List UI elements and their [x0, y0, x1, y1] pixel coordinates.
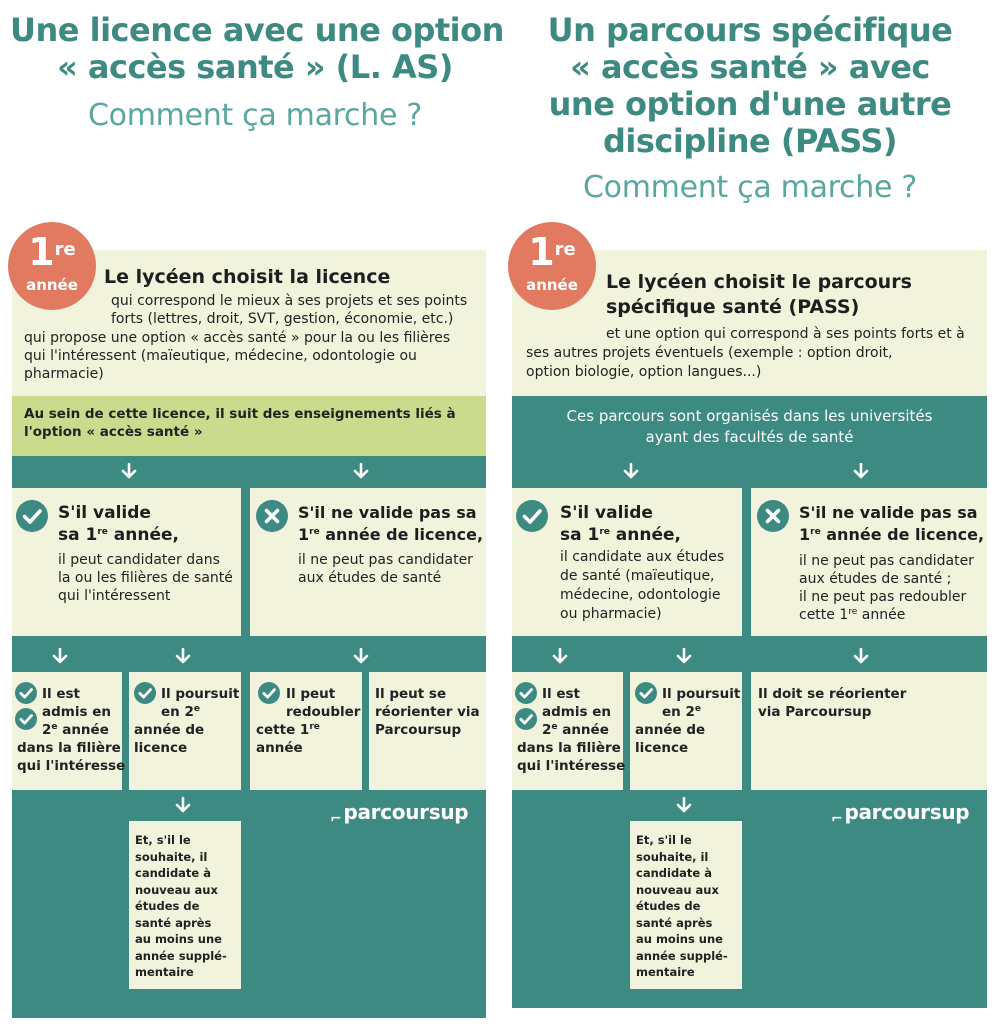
right-followup-line-7: au moins une [636, 932, 723, 946]
right-arrow-down-icon-5 [853, 648, 869, 664]
left-fail-body-1: il ne peut pas candidater [298, 552, 473, 568]
left-o3-line-2: redoubler [286, 704, 361, 720]
left-arrow-down-icon-6 [175, 797, 191, 813]
right-o2-line-4: licence [635, 740, 689, 756]
check-icon [635, 682, 657, 704]
right-followup-line-4: nouveau aux [636, 882, 719, 897]
right-title-line-3: une option d'une autre [548, 85, 952, 123]
right-fail-head-1: S'il ne valide pas sa [799, 503, 978, 522]
left-subtitle: Comment ça marche ? [88, 98, 422, 133]
right-o1-line-1: Il est [542, 686, 580, 702]
right-title-line-2: « accès santé » avec [570, 48, 930, 86]
right-year-badge [508, 222, 596, 310]
right-valid-box [512, 488, 742, 636]
right-o1-line-5: qui l'intéresse [517, 758, 626, 774]
left-arrow-down-icon-2 [353, 463, 369, 479]
check-icon [515, 708, 537, 730]
left-arrow-down-icon-3 [52, 648, 68, 664]
left-followup-line-3: candidate à [135, 866, 211, 880]
left-outcome-reorient [369, 672, 486, 790]
right-followup-line-6: santé après [636, 915, 713, 930]
check-icon [516, 500, 548, 532]
left-o2-line-4: licence [134, 740, 188, 756]
left-followup-line-4: nouveau aux [135, 882, 218, 897]
left-intro-line-5: pharmacie) [24, 366, 104, 382]
left-followup-line-9: mentaire [135, 965, 194, 979]
left-green-band-line-1: Au sein de cette licence, il suit des enseignements liés à [24, 406, 456, 422]
right-followup-box [630, 821, 742, 989]
left-intro-line-3: qui propose une option « accès santé » pour la ou les filières [24, 330, 451, 346]
left-valid-body-3: qui l'intéressent [58, 588, 171, 604]
left-followup-line-2: souhaite, il [135, 849, 208, 864]
right-fail-body-1: il ne peut pas candidater [799, 553, 974, 569]
right-valid-body-4: ou pharmacie) [560, 606, 662, 622]
right-outcome-continue [630, 672, 742, 790]
right-subtitle: Comment ça marche ? [583, 170, 917, 205]
right-headline-2: spécifique santé (PASS) [606, 296, 860, 318]
right-badge-year: année [526, 276, 578, 294]
left-outcome-continue [129, 672, 241, 790]
left-valid-head-2: sa 1re année, [58, 525, 180, 545]
right-valid-body-2: de santé (maïeutique, [560, 568, 715, 584]
left-green-band [12, 396, 486, 456]
left-followup-line-5: études de [135, 899, 200, 913]
cross-icon [757, 500, 789, 532]
left-arrow-down-icon-4 [175, 648, 191, 664]
check-icon [15, 708, 37, 730]
right-band-line-1: Ces parcours sont organisés dans les universités [566, 407, 933, 425]
right-o3-line-1: Il doit se réorienter [758, 686, 907, 702]
left-intro-line-4: qui l'intéressent (maïeutique, médecine, odontologie ou [24, 348, 417, 364]
right-parcoursup-logo: $_⌐$ parcoursup [831, 800, 970, 827]
check-icon [16, 500, 48, 532]
left-o3-line-4: année [256, 740, 303, 756]
check-icon [515, 682, 537, 704]
right-followup-line-8: année supplé- [636, 948, 728, 963]
right-followup-line-1: Et, s'il le [636, 833, 692, 847]
right-o1-line-3: 2e année [542, 722, 609, 738]
left-o3-line-3: cette 1re [256, 722, 320, 738]
left-o4-line-1: Il peut se [375, 686, 447, 702]
right-arrow-down-icon-4 [676, 648, 692, 664]
left-intro-line-2: forts (lettres, droit, SVT, gestion, économie, etc.) [111, 311, 454, 327]
left-followup-line-7: au moins une [135, 932, 222, 946]
right-title-line-4: discipline (PASS) [602, 122, 897, 160]
left-followup-line-6: santé après [135, 915, 212, 930]
right-followup-line-5: études de [636, 899, 701, 913]
left-fail-body-2: aux études de santé [298, 570, 442, 586]
right-o3-line-2: via Parcoursup [758, 704, 872, 720]
right-valid-body-1: il candidate aux études [560, 549, 725, 565]
left-o1-line-3: 2e année [42, 722, 109, 738]
right-valid-head-1: S'il valide [560, 503, 653, 523]
right-intro-line-3: option biologie, option langues...) [526, 364, 762, 380]
left-badge-number: 1 [28, 230, 55, 274]
right-arrow-down-icon-3 [552, 648, 568, 664]
right-fail-body-2: aux études de santé ; [799, 571, 952, 587]
check-icon [134, 682, 156, 704]
right-o2-line-1: Il poursuit [662, 686, 741, 702]
left-o3-line-1: Il peut [286, 686, 336, 702]
parcoursup-mark-icon: ⌐ [831, 811, 843, 827]
left-parcoursup-logo: $_⌐$ parcoursup [330, 800, 469, 827]
left-followup-line-8: année supplé- [135, 948, 227, 963]
left-fail-head-1: S'il ne valide pas sa [298, 503, 477, 522]
right-fail-body-3: il ne peut pas redoubler [799, 589, 967, 605]
left-o4-line-2: réorienter via [375, 704, 480, 720]
cross-icon [256, 500, 288, 532]
right-title [505, 12, 995, 160]
left-valid-body-1: il peut candidater dans [58, 552, 220, 568]
right-o2-line-2: en 2e [662, 704, 701, 720]
left-badge-year: année [26, 276, 78, 294]
left-arrow-down-icon-1 [121, 463, 137, 479]
right-followup-line-2: souhaite, il [636, 849, 709, 864]
left-o2-line-2: en 2e [161, 704, 200, 720]
left-o2-line-1: Il poursuit [161, 686, 240, 702]
left-arrow-down-icon-5 [353, 648, 369, 664]
left-title-line-2: « accès santé » (L. AS) [57, 48, 453, 86]
left-o4-line-3: Parcoursup [375, 722, 462, 738]
left-title-line-1: Une licence avec une option [10, 11, 504, 49]
right-followup-line-3: candidate à [636, 866, 712, 880]
right-band-line-2: ayant des facultés de santé [645, 428, 854, 446]
left-followup-line-1: Et, s'il le [135, 833, 191, 847]
left-green-band-line-2: l'option « accès santé » [24, 424, 203, 440]
right-fail-head-2: 1re année de licence, [799, 525, 985, 544]
right-intro-line-2: ses autres projets éventuels (exemple : option droit, [526, 345, 893, 361]
right-fail-box [751, 488, 987, 636]
left-o2-line-3: année de [134, 722, 205, 738]
right-badge-sup: re [554, 239, 576, 260]
right-band-text [512, 406, 987, 448]
left-fail-box [250, 488, 486, 636]
right-o2-line-3: année de [635, 722, 706, 738]
right-badge-number: 1 [528, 230, 555, 274]
left-o1-line-2: admis en [42, 704, 111, 720]
right-fail-body-4: cette 1re année [799, 607, 906, 623]
left-headline: Le lycéen choisit la licence [104, 266, 391, 288]
left-outcome-repeat [250, 672, 362, 790]
left-valid-head-1: S'il valide [58, 503, 151, 523]
right-title-line-1: Un parcours spécifique [547, 11, 953, 49]
right-outcome-admitted [512, 672, 626, 790]
right-arrow-down-icon-1 [623, 463, 639, 479]
check-icon [15, 682, 37, 704]
left-fail-head-2: 1re année de licence, [298, 525, 484, 544]
left-followup-box [129, 821, 241, 989]
left-title [10, 11, 504, 86]
left-valid-body-2: la ou les filières de santé [58, 570, 233, 586]
left-intro-line-1: qui correspond le mieux à ses projets et ses points [111, 293, 468, 309]
right-followup-line-9: mentaire [636, 965, 695, 979]
right-intro-line-1: et une option qui correspond à ses points forts et à [606, 326, 965, 342]
left-valid-box [12, 488, 241, 636]
check-icon [258, 682, 280, 704]
right-o1-line-4: dans la filière [517, 740, 621, 756]
left-year-badge [8, 222, 96, 310]
right-arrow-down-icon-2 [853, 463, 869, 479]
right-o1-line-2: admis en [542, 704, 611, 720]
right-valid-head-2: sa 1re année, [560, 525, 682, 545]
right-arrow-down-icon-6 [676, 797, 692, 813]
parcoursup-mark-icon: ⌐ [330, 811, 342, 827]
left-o1-line-4: dans la filière [17, 740, 121, 756]
left-outcome-admitted [12, 672, 126, 790]
left-o1-line-1: Il est [42, 686, 80, 702]
right-headline-1: Le lycéen choisit le parcours [606, 271, 912, 293]
left-badge-sup: re [54, 239, 76, 260]
right-valid-body-3: médecine, odontologie [560, 587, 721, 603]
right-outcome-reorient [751, 672, 987, 790]
left-o1-line-5: qui l'intéresse [17, 758, 126, 774]
